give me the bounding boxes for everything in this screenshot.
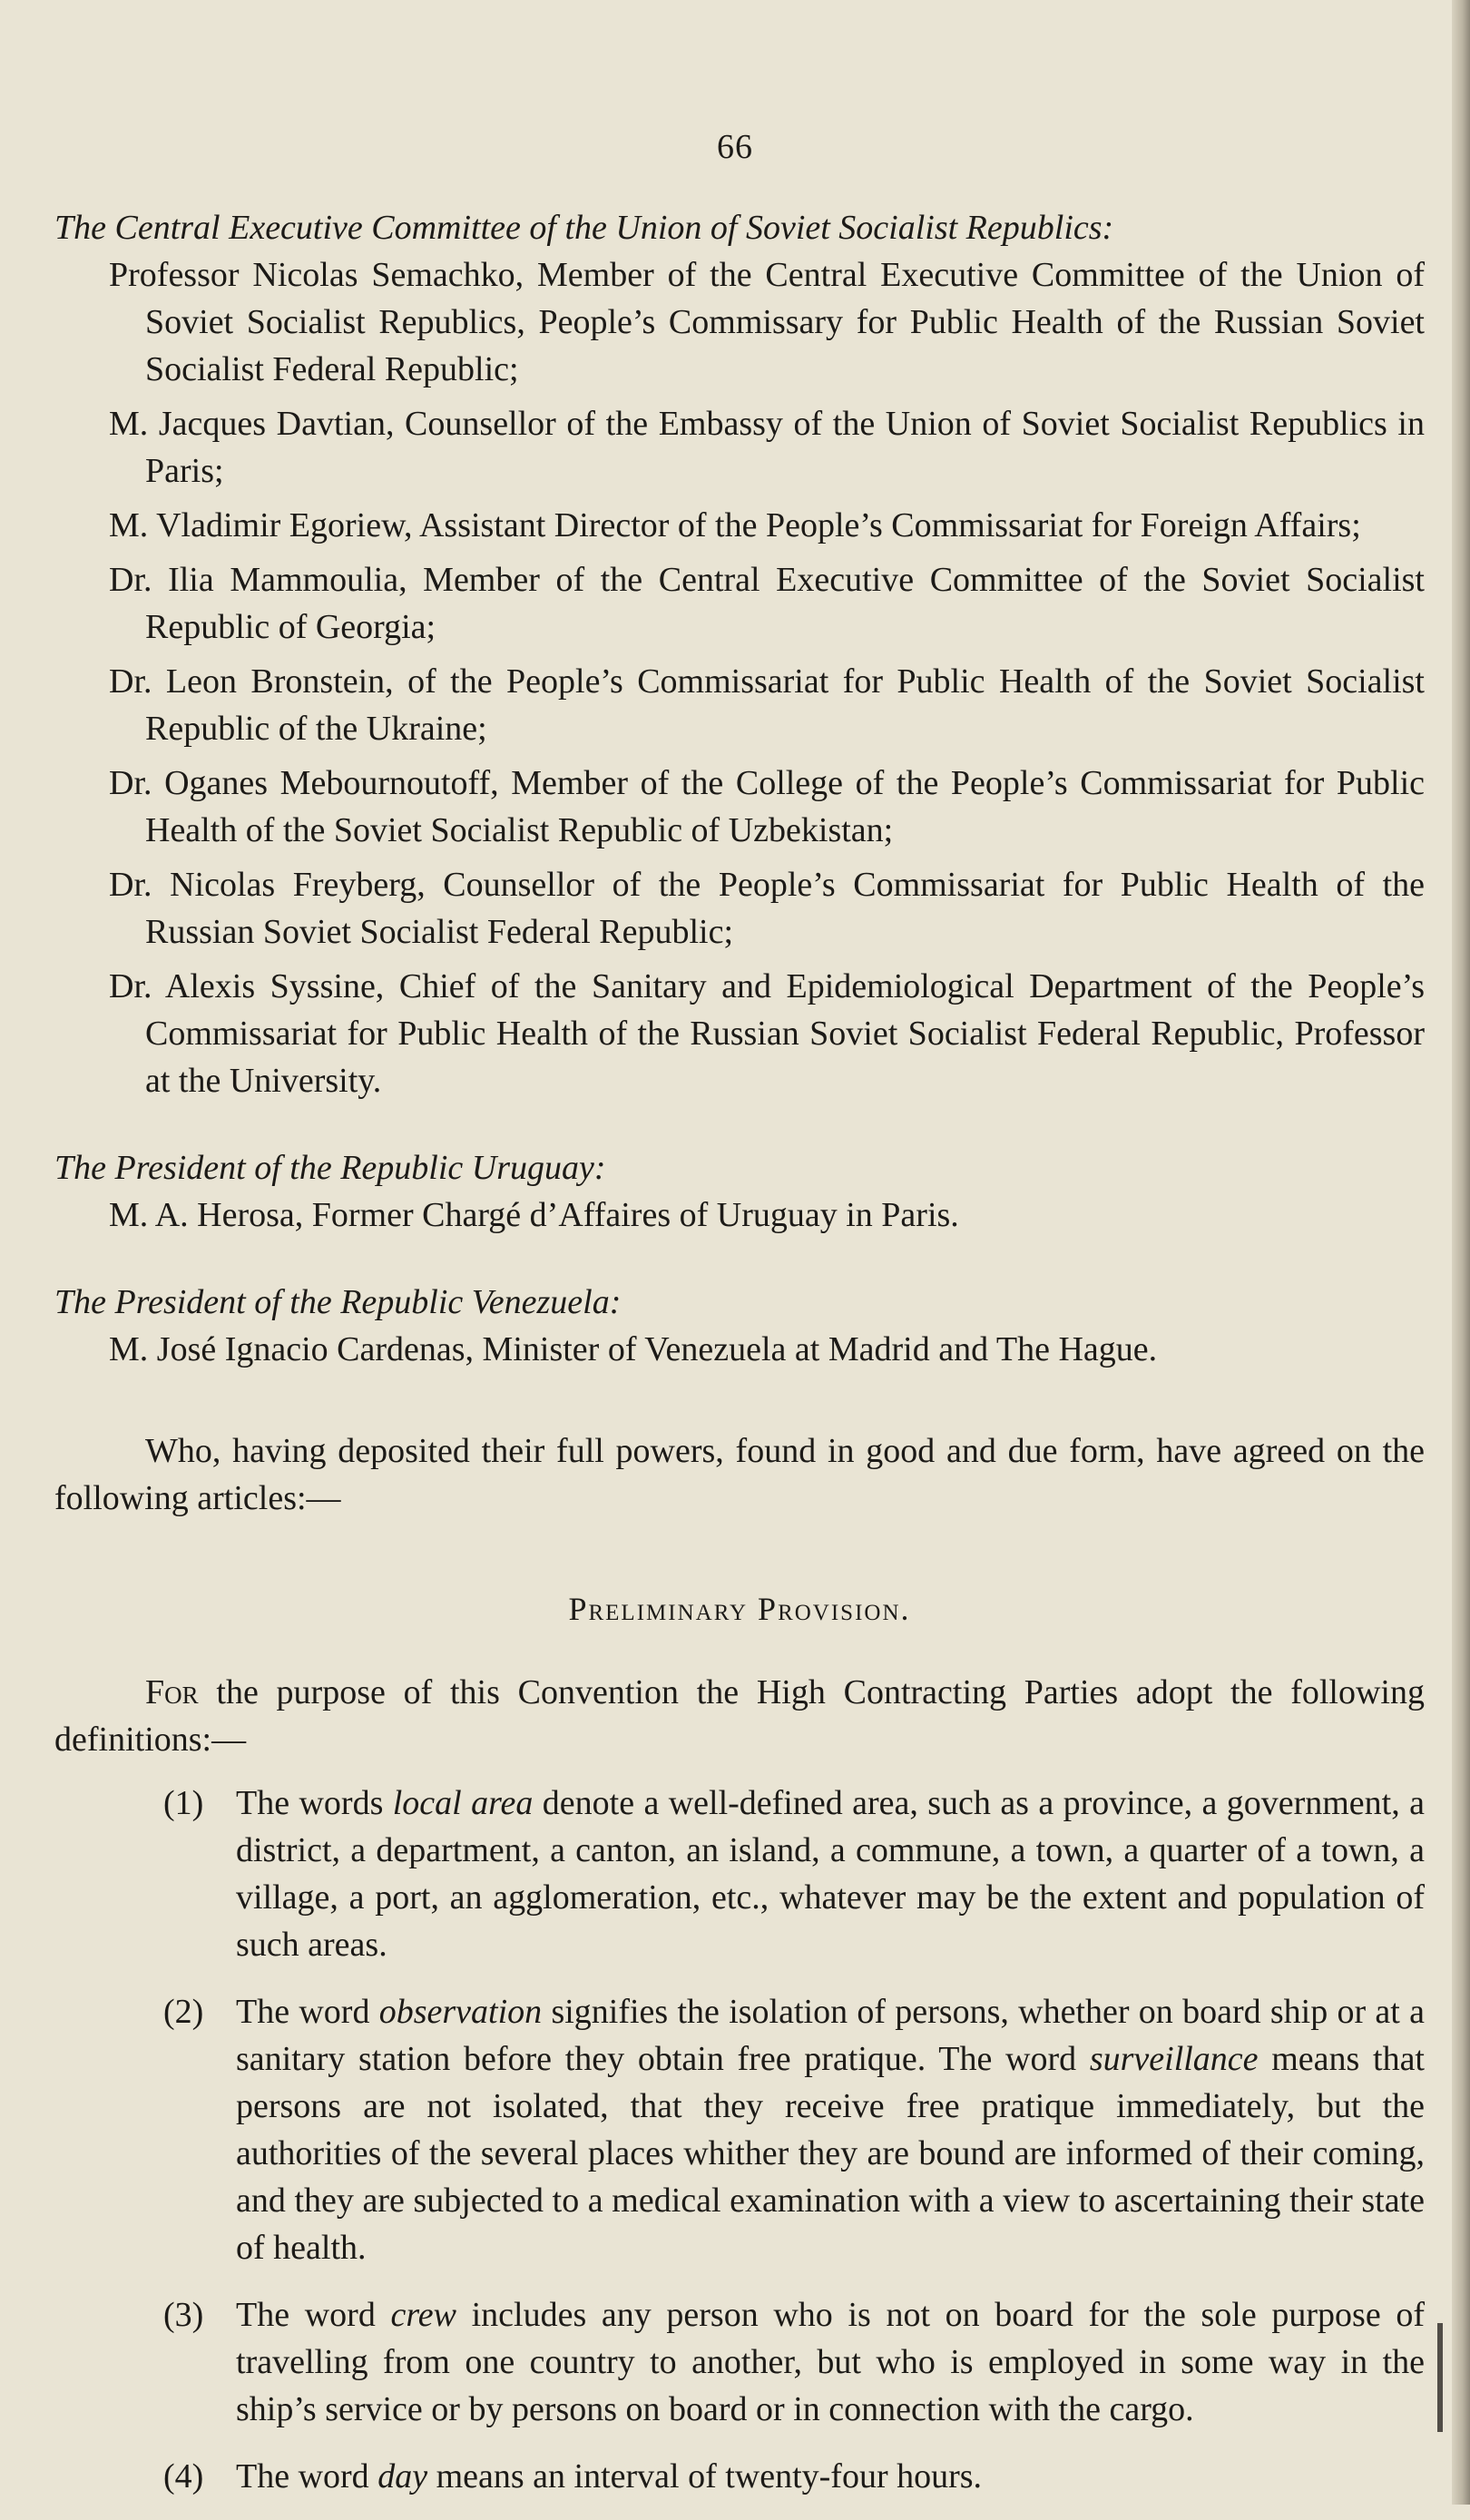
delegate-entry: Dr. Nicolas Freyberg, Counsellor of the People’s Commissariat for Public Health of the Russian Soviet Socialist Federal Republic; — [109, 866, 1425, 951]
page-edge-mark — [1437, 2323, 1443, 2432]
defined-term: crew — [390, 2296, 456, 2334]
delegate-entry: Dr. Oganes Mebournoutoff, Member of the College of the People’s Commissariat for Public Health of the Soviet Socialist Republic of Uzbekistan; — [109, 764, 1425, 849]
delegate-entry: M. A. Herosa, Former Chargé d’Affaires of Uruguay in Paris. — [109, 1196, 959, 1234]
delegate-entry: Dr. Ilia Mammoulia, Member of the Central Executive Committee of the Soviet Socialist Republic of Georgia; — [109, 561, 1425, 646]
definition-text: The word — [236, 2457, 378, 2495]
delegate-entry: M. Jacques Davtian, Counsellor of the Embassy of the Union of Soviet Socialist Republics in Paris; — [109, 405, 1425, 490]
definition-text: The word — [236, 2296, 391, 2334]
definition-text: The words — [236, 1784, 393, 1822]
preliminary-provision-title: Preliminary Provision. — [568, 1591, 911, 1627]
uruguay-heading: The President of the Republic Uruguay: — [54, 1149, 606, 1187]
defined-term: observation — [378, 1993, 543, 2031]
document-body — [54, 204, 1425, 2520]
page-edge — [1452, 0, 1470, 2505]
definition-number: (2) — [163, 1993, 204, 2031]
delegate-entry: Dr. Alexis Syssine, Chief of the Sanitary and Epidemiological Department of the People’s Commissariat for Public Health of the Russian Soviet Socialist Federal Republic, Professor at the University. — [109, 967, 1425, 1100]
delegate-entry: M. Vladimir Egoriew, Assistant Director of the People’s Commissariat for Foreign Affairs; — [109, 506, 1361, 544]
definition-text: signifies the isolation of persons, whether on board ship or at a sanitary station before they obtain free pratique. The word — [236, 1993, 1425, 2078]
definition-item — [163, 1988, 1425, 2271]
ussr-delegate-list — [54, 251, 1425, 1104]
definition-number: (3) — [163, 2296, 204, 2334]
delegate-entry: Professor Nicolas Semachko, Member of the Central Executive Committee of the Union of Soviet Socialist Republics, People’s Commissary for Public Health of the Russian Soviet Socialist Federal Republic; — [109, 256, 1425, 388]
definition-item — [163, 2291, 1425, 2433]
page-number: 66 — [717, 128, 753, 166]
defined-term: day — [377, 2457, 428, 2495]
intro-lead-word: For — [145, 1673, 199, 1711]
definition-item — [163, 2453, 1425, 2500]
full-powers-paragraph: Who, having deposited their full powers, found in good and due form, have agreed on the following articles:— — [54, 1432, 1425, 1517]
definition-text: means that persons are not isolated, that they receive free pratique immediately, but the authorities of the several places whither they are bound are informed of their coming, and they are subjected to a medical examination with a view to ascertaining their state of health. — [236, 2040, 1425, 2267]
definition-item — [163, 1780, 1425, 1968]
definition-text: denote a well-defined area, such as a province, a government, a district, a department, a canton, an island, a commune, a town, a quarter of a town, a village, a port, an agglomeration, etc., whatever may be the extent and population of such areas. — [236, 1784, 1425, 1964]
defined-term: local area — [392, 1784, 534, 1822]
delegate-entry: M. José Ignacio Cardenas, Minister of Venezuela at Madrid and The Hague. — [109, 1330, 1158, 1368]
delegate-entry: Dr. Leon Bronstein, of the People’s Commissariat for Public Health of the Soviet Socialist Republic of the Ukraine; — [109, 662, 1425, 748]
venezuela-heading: The President of the Republic Venezuela: — [54, 1283, 622, 1321]
definition-number: (1) — [163, 1784, 204, 1822]
definitions-intro — [54, 1669, 1425, 1763]
definition-number: (4) — [163, 2457, 204, 2495]
defined-term: surveillance — [1089, 2040, 1259, 2078]
intro-text: the purpose of this Convention the High Contracting Parties adopt the following definitions:— — [54, 1673, 1425, 1759]
definitions-list — [54, 1780, 1425, 2500]
definition-text: The word — [236, 1993, 379, 2031]
ussr-heading: The Central Executive Committee of the Union of Soviet Socialist Republics: — [54, 209, 1114, 247]
definition-text: means an interval of twenty-four hours. — [427, 2457, 983, 2495]
definition-text: includes any person who is not on board for the sole purpose of travelling from one country to another, but who is employed in some way in the ship’s service or by persons on board or in connection with the cargo. — [236, 2296, 1425, 2428]
